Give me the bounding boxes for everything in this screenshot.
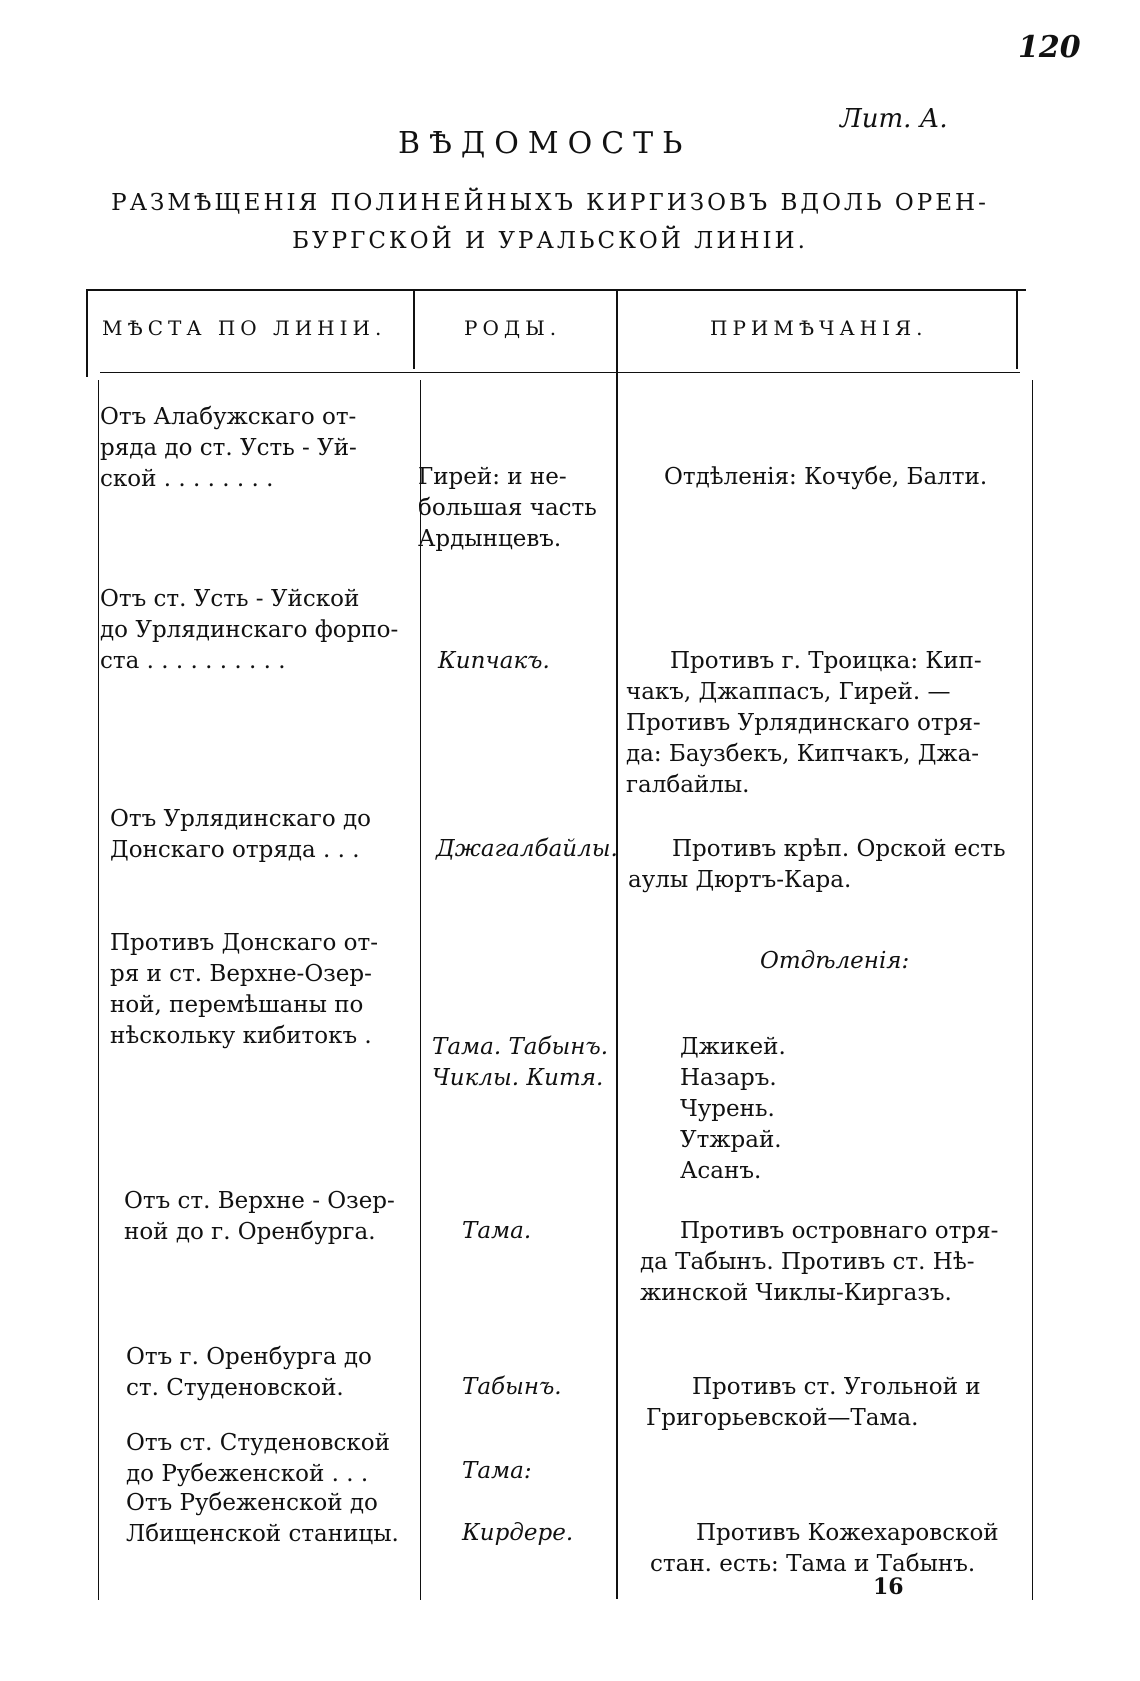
table-row-8-place: Отъ Рубеженской до Лбищенской станицы. — [126, 1490, 399, 1547]
table-row-2-clans: Кипчакъ. — [438, 648, 550, 674]
header-places: МѢСТА ПО ЛИНІИ. — [102, 316, 387, 340]
table-row-6-clans: Табынъ. — [462, 1374, 562, 1400]
table-row-4-notes-heading: Отдѣленія: — [760, 948, 910, 974]
table-row-1-place: Отъ Алабужскаго от- ряда до ст. Усть - Уй- ской . . . . . . . . — [100, 404, 357, 492]
table-row-7-clans: Тама: — [462, 1458, 532, 1484]
table-row-8-notes: Противъ Кожехаровской стан. есть: Тама и Табынъ. — [650, 1520, 999, 1577]
table-row-5-clans: Тама. — [462, 1218, 532, 1244]
header-clans: РОДЫ. — [464, 316, 562, 340]
page-number: 16 — [873, 1574, 904, 1600]
table-row-7-place: Отъ ст. Студеновской до Рубеженской . . . — [126, 1430, 390, 1487]
folio-number: 120 — [1018, 30, 1081, 65]
table-row-2-notes: Противъ г. Троицка: Кип- чакъ, Джаппасъ, Гирей. — Противъ Урлядинскаго отря- да: Баузбекъ, Кипчакъ, Джа- галбайлы. — [626, 648, 982, 798]
table-row-1-clans: Гирей: и не- большая часть Ардынцевъ. — [418, 464, 597, 552]
table-left-border-body — [98, 380, 99, 1600]
column-divider-1-body — [420, 380, 421, 1600]
column-divider-1 — [413, 289, 415, 369]
table-row-3-place: Отъ Урлядинскаго до Донскаго отряда . . . — [110, 806, 371, 863]
subtitle-line-1: РАЗМѢЩЕНІЯ ПОЛИНЕЙНЫХЪ КИРГИЗОВЪ ВДОЛЬ ОРЕН- — [111, 190, 989, 216]
table-row-6-place: Отъ г. Оренбурга до ст. Студеновской. — [126, 1344, 372, 1401]
header-notes: ПРИМѢЧАНІЯ. — [710, 316, 928, 340]
table-row-1-notes: Отдѣленія: Кочубе, Балти. — [664, 464, 988, 490]
table-row-4-place: Противъ Донскаго от- ря и ст. Верхне-Озер- ной, перемѣшаны по нѣскольку кибитокъ . — [110, 930, 378, 1049]
column-divider-2 — [616, 289, 618, 1599]
subtitle-line-2: БУРГСКОЙ И УРАЛЬСКОЙ ЛИНІИ. — [292, 228, 808, 254]
table-row-6-notes: Противъ ст. Угольной и Григорьевской—Тама. — [646, 1374, 981, 1431]
table-right-border — [1016, 289, 1018, 369]
table-header-rule — [100, 372, 1020, 373]
table-row-4-clans: Тама. Табынъ. Чиклы. Китя. — [432, 1034, 609, 1091]
table-left-border — [86, 289, 88, 377]
table-row-4-notes: Джикей. Назаръ. Чурень. Утжрай. Асанъ. — [680, 1034, 786, 1184]
table-row-2-place: Отъ ст. Усть - Уйской до Урлядинскаго форпо- ста . . . . . . . . . . — [100, 586, 399, 674]
table-top-rule — [86, 289, 1026, 291]
table-row-8-clans: Кирдере. — [462, 1520, 574, 1546]
document-title: ВѢДОМОСТЬ — [398, 126, 692, 161]
table-row-3-clans: Джагалбайлы. — [436, 836, 618, 862]
table-row-3-notes: Противъ крѣп. Орской есть аулы Дюртъ-Кара. — [628, 836, 1006, 893]
lit-label: Лит. А. — [840, 104, 948, 134]
table-row-5-place: Отъ ст. Верхне - Озер- ной до г. Оренбурга. — [124, 1188, 395, 1245]
table-row-5-notes: Противъ островнаго отря- да Табынъ. Противъ ст. Нѣ- жинской Чиклы-Киргазъ. — [640, 1218, 999, 1306]
table-right-border-body — [1032, 380, 1033, 1600]
